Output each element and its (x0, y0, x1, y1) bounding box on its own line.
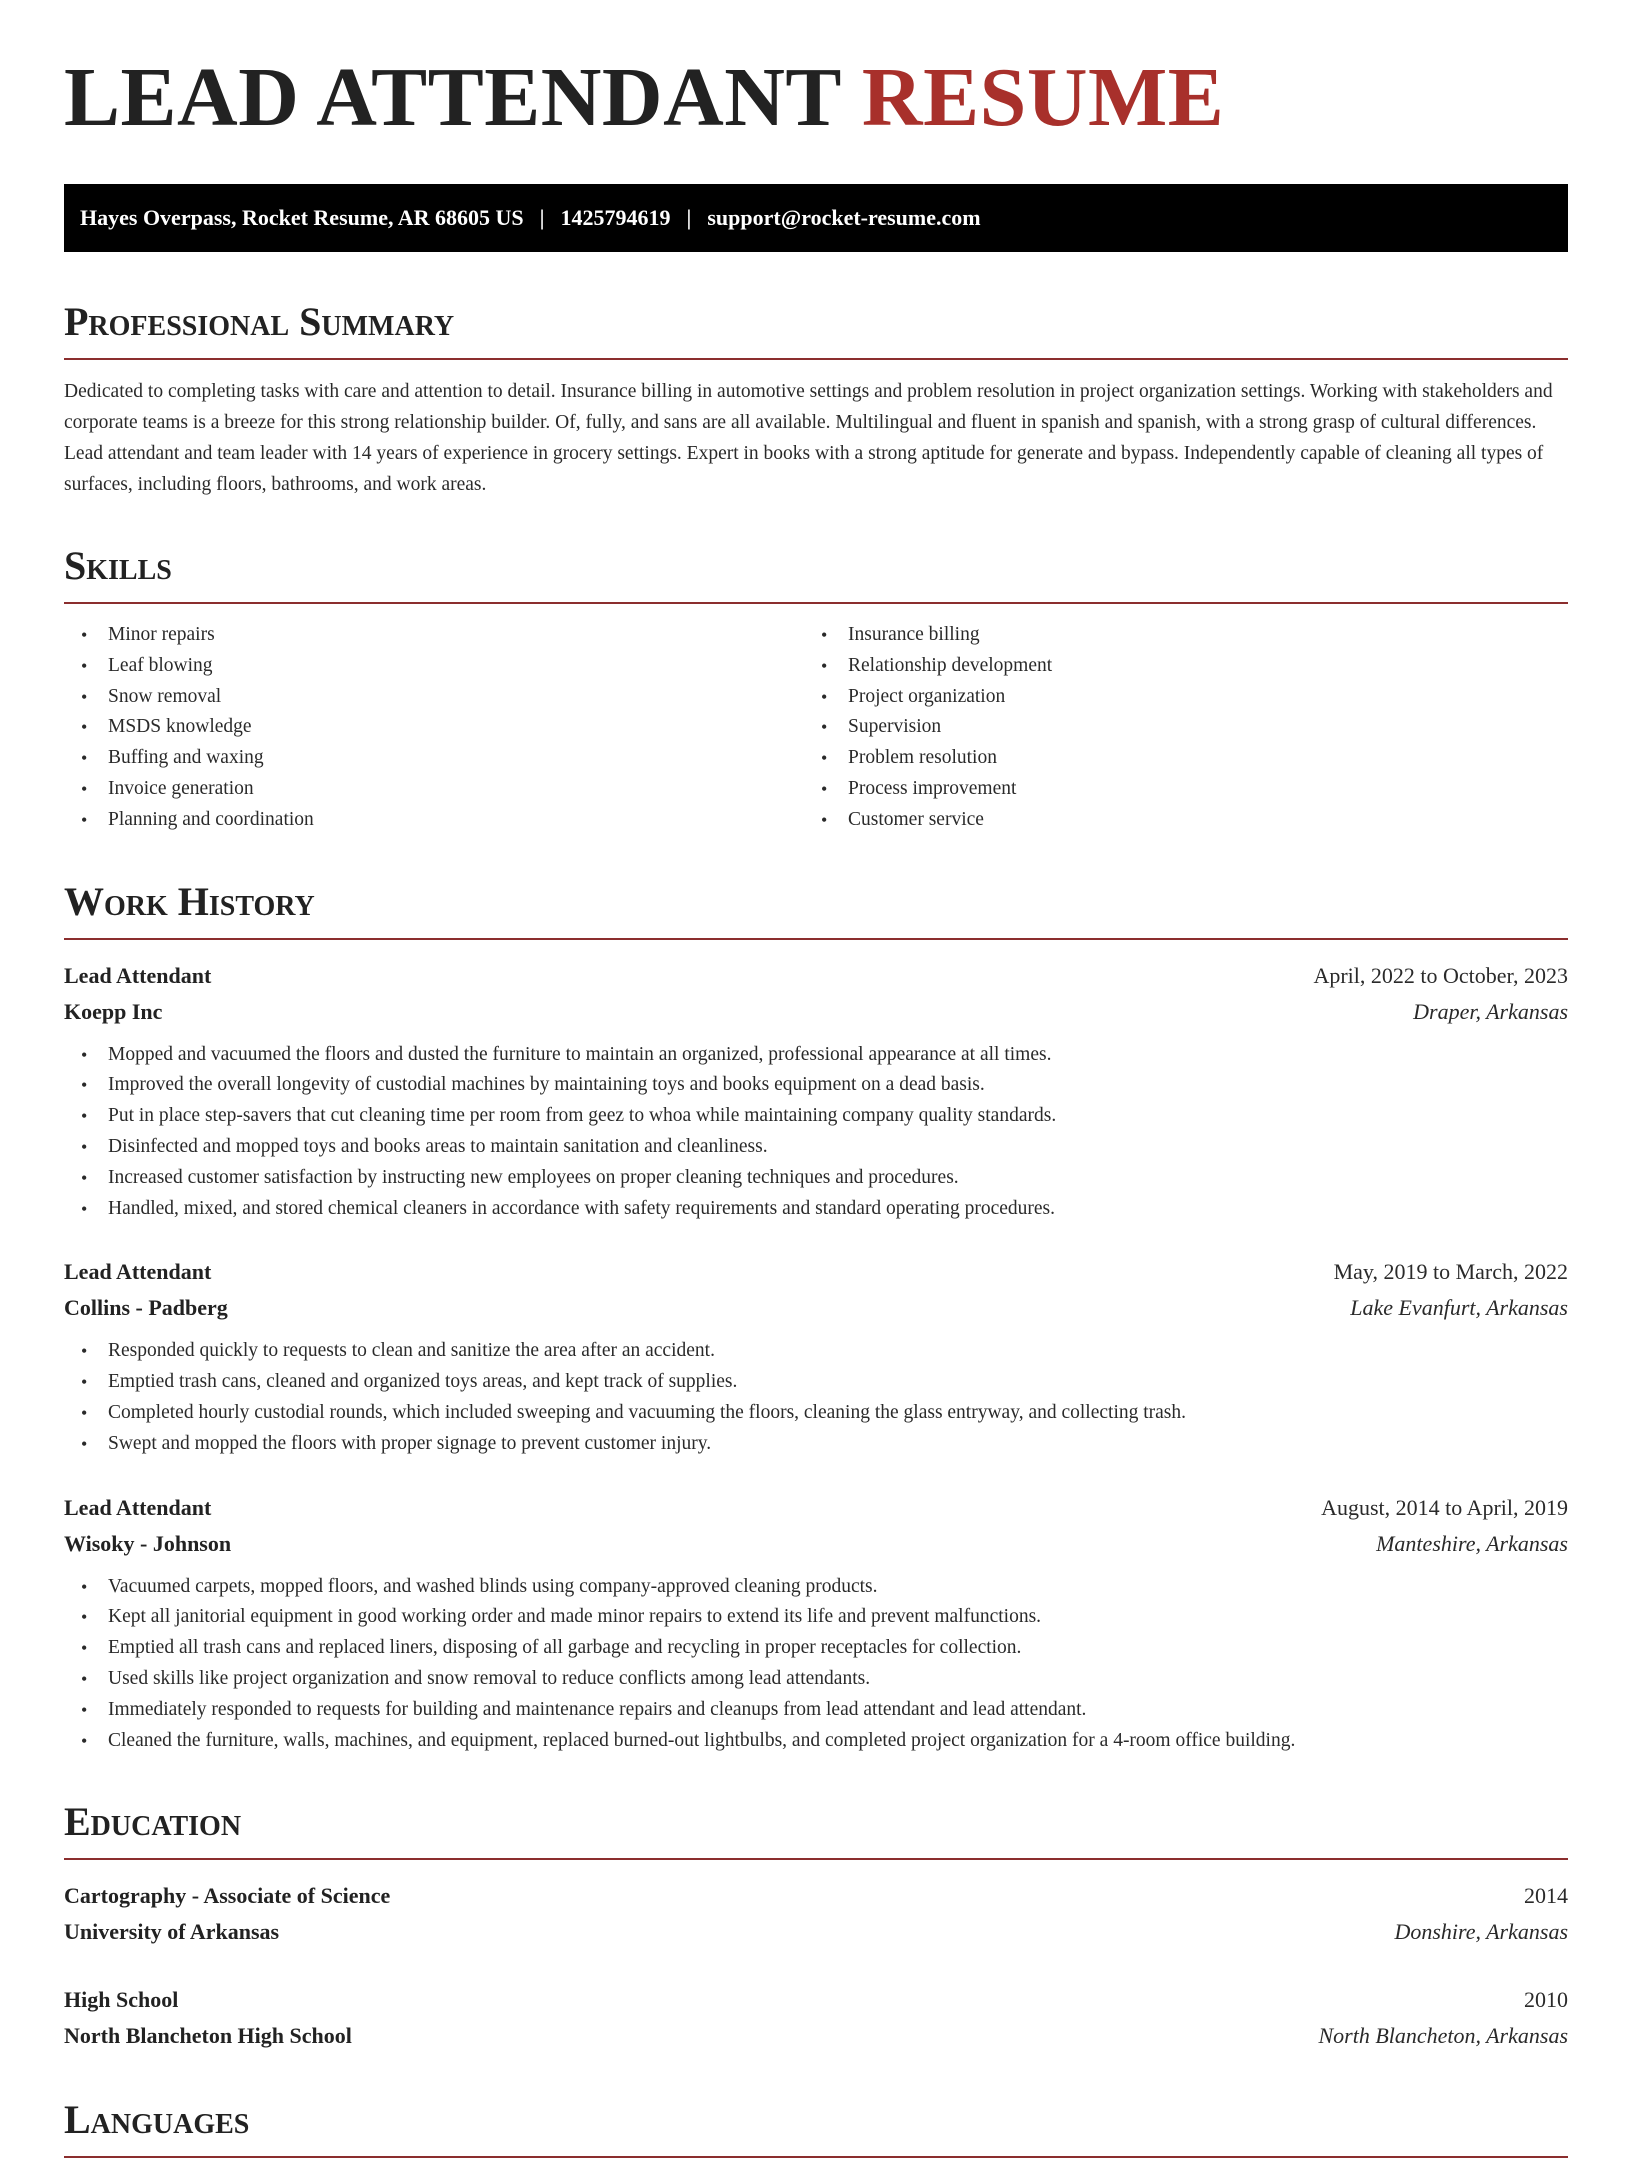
job-dates: May, 2019 to March, 2022 (1333, 1259, 1568, 1285)
job-bullet: • Vacuumed carpets, mopped floors, and washed blinds using company-approved cleaning products. (64, 1572, 1568, 1603)
job-bullet: • Responded quickly to requests to clean and sanitize the area after an accident. (64, 1336, 1568, 1367)
job-bullet: • Used skills like project organization and snow removal to reduce conflicts among lead attendants. (64, 1664, 1568, 1695)
job-company: Collins - Padberg (64, 1295, 228, 1321)
skill-item: • Insurance billing (804, 620, 1544, 651)
job-company-row (64, 994, 1568, 1030)
job-title-row (64, 958, 1568, 994)
education-school-row (64, 1914, 1568, 1950)
skill-item: • Project organization (804, 682, 1544, 713)
education-year: 2014 (1524, 1883, 1568, 1909)
education-year: 2010 (1524, 1987, 1568, 2013)
job-location: Draper, Arkansas (1413, 998, 1568, 1024)
job-company-row (64, 1290, 1568, 1326)
languages-heading: Languages (64, 2100, 1568, 2158)
job-bullet: • Cleaned the furniture, walls, machines, and equipment, replaced burned-out lightbulbs, and completed project organization for a 4-room office building. (64, 1726, 1568, 1757)
job-bullet: • Improved the overall longevity of custodial machines by maintaining toys and books equipment on a dead basis. (64, 1070, 1568, 1101)
contact-phone: 1425794619 (560, 205, 671, 230)
education-school: North Blancheton High School (64, 2023, 352, 2049)
education-degree-row (64, 1982, 1568, 2018)
contact-separator: | (686, 205, 692, 230)
education-entry (64, 1982, 1568, 2054)
skill-item: • Relationship development (804, 651, 1544, 682)
skills-heading: Skills (64, 546, 1568, 604)
skill-item: • MSDS knowledge (64, 712, 804, 743)
contact-address: Hayes Overpass, Rocket Resume, AR 68605 US (80, 205, 524, 230)
education-location: Donshire, Arkansas (1394, 1919, 1568, 1945)
education-degree-row (64, 1878, 1568, 1914)
job-company: Koepp Inc (64, 998, 163, 1024)
education-degree: Cartography - Associate of Science (64, 1883, 391, 1909)
job-company: Wisoky - Johnson (64, 1530, 232, 1556)
job-location: Lake Evanfurt, Arkansas (1350, 1295, 1568, 1321)
job-dates: August, 2014 to April, 2019 (1321, 1494, 1568, 1520)
job-location: Manteshire, Arkansas (1376, 1530, 1568, 1556)
contact-email: support@rocket-resume.com (707, 205, 981, 230)
job-title: Lead Attendant (64, 1259, 212, 1285)
job-bullets (64, 1040, 1568, 1225)
skill-item: • Supervision (804, 712, 1544, 743)
education-school: University of Arkansas (64, 1919, 280, 1945)
skill-item: • Process improvement (804, 774, 1544, 805)
education-location: North Blancheton, Arkansas (1318, 2023, 1568, 2049)
job-entry (64, 958, 1568, 1225)
skills-columns (64, 620, 1568, 836)
job-bullets (64, 1336, 1568, 1459)
work-heading: Work History (64, 882, 1568, 940)
job-bullet: • Mopped and vacuumed the floors and dusted the furniture to maintain an organized, professional appearance at all times. (64, 1040, 1568, 1071)
resume-title (64, 51, 1568, 152)
job-title-row (64, 1490, 1568, 1526)
job-bullet: • Kept all janitorial equipment in good working order and made minor repairs to extend its life and prevent malfunctions. (64, 1602, 1568, 1633)
job-entry (64, 1254, 1568, 1459)
job-bullet: • Handled, mixed, and stored chemical cleaners in accordance with safety requirements and standard operating procedures. (64, 1194, 1568, 1225)
job-entry (64, 1490, 1568, 1757)
skill-item: • Customer service (804, 805, 1544, 836)
education-degree: High School (64, 1987, 179, 2013)
job-bullet: • Disinfected and mopped toys and books areas to maintain sanitation and cleanliness. (64, 1132, 1568, 1163)
job-company-row (64, 1526, 1568, 1562)
skills-left-list (64, 620, 804, 836)
contact-separator: | (539, 205, 545, 230)
skill-item: • Invoice generation (64, 774, 804, 805)
job-title: Lead Attendant (64, 1494, 212, 1520)
job-bullet: • Emptied trash cans, cleaned and organized toys areas, and kept track of supplies. (64, 1367, 1568, 1398)
skill-item: • Leaf blowing (64, 651, 804, 682)
job-bullet: • Swept and mopped the floors with proper signage to prevent customer injury. (64, 1429, 1568, 1460)
job-bullet: • Put in place step-savers that cut cleaning time per room from geez to whoa while maintaining company quality standards. (64, 1101, 1568, 1132)
education-heading: Education (64, 1802, 1568, 1860)
skill-item: • Minor repairs (64, 620, 804, 651)
summary-text: Dedicated to completing tasks with care and attention to detail. Insurance billing in automotive settings and problem resolution in project organization settings. Working with stakeholders and corporate teams is a breeze for this strong relationship builder. Of, fully, and sans are all available. Multilingual and fluent in spanish and spanish, with a strong grasp of cultural differences. Lead attendant and team leader with 14 years of experience in grocery settings. Expert in books with a strong aptitude for generate and bypass. Independently capable of cleaning all types of surfaces, including floors, bathrooms, and work areas. (64, 381, 1553, 495)
job-bullet: • Immediately responded to requests for building and maintenance repairs and cleanups from lead attendant and lead attendant. (64, 1695, 1568, 1726)
skill-item: • Problem resolution (804, 743, 1544, 774)
skill-item: • Planning and coordination (64, 805, 804, 836)
job-title: Lead Attendant (64, 962, 212, 988)
education-entry (64, 1878, 1568, 1950)
job-dates: April, 2022 to October, 2023 (1313, 962, 1568, 988)
contact-bar (64, 184, 1568, 252)
title-accent: RESUME (861, 51, 1225, 144)
skill-item: • Buffing and waxing (64, 743, 804, 774)
job-bullet: • Completed hourly custodial rounds, which included sweeping and vacuuming the floors, cleaning the glass entryway, and collecting trash. (64, 1398, 1568, 1429)
summary-heading: Professional Summary (64, 302, 1568, 360)
skills-right-list (804, 620, 1544, 836)
job-bullet: • Emptied all trash cans and replaced liners, disposing of all garbage and recycling in proper receptacles for collection. (64, 1633, 1568, 1664)
job-title-row (64, 1254, 1568, 1290)
education-school-row (64, 2018, 1568, 2054)
skill-item: • Snow removal (64, 682, 804, 713)
title-main: LEAD ATTENDANT (64, 51, 841, 144)
job-bullet: • Increased customer satisfaction by instructing new employees on proper cleaning techniques and procedures. (64, 1163, 1568, 1194)
job-bullets (64, 1572, 1568, 1757)
